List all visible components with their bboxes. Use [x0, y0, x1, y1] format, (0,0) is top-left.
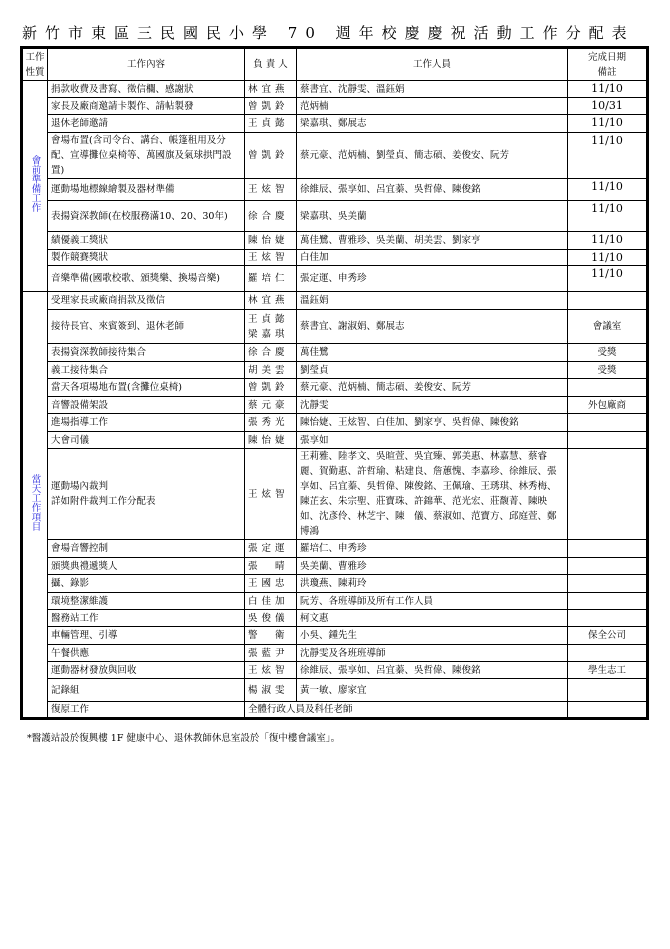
lead-cell: 楊淑雯: [245, 679, 297, 702]
date-note-cell: [568, 449, 648, 540]
table-row: [22, 449, 648, 540]
table-row: [22, 310, 648, 344]
date-note-cell: [568, 432, 648, 449]
task-cell: 音樂準備(國歌校歌、頒獎樂、換場音樂): [48, 266, 245, 292]
lead-cell: 曾凱鈴: [245, 379, 297, 397]
task-cell: 製作競賽獎狀: [48, 250, 245, 266]
date-note-cell: 11/10: [568, 201, 648, 232]
task-cell: 家長及廠商邀請卡製作、請帖製發: [48, 98, 245, 115]
lead-cell: 王國忠: [245, 575, 297, 593]
category-cell: 會前準備工作: [22, 81, 48, 292]
staff-cell: 蔡元豪、范炳楠、劉瑩貞、簡志碩、姜俊安、阮芳: [297, 133, 568, 179]
lead-cell: 白佳加: [245, 593, 297, 610]
date-note-cell: [568, 558, 648, 575]
date-note-cell: [568, 679, 648, 702]
table-row: [22, 662, 648, 679]
table-row: [22, 98, 648, 115]
header-staff: 工作人員: [297, 48, 568, 81]
task-cell: 會場音響控制: [48, 540, 245, 558]
staff-cell: 羅培仁、申秀珍: [297, 540, 568, 558]
staff-cell: 梁嘉琪、吳美蘭: [297, 201, 568, 232]
table-row: [22, 610, 648, 627]
lead-cell: 王炫智: [245, 250, 297, 266]
staff-cell: 萬佳鷺: [297, 344, 568, 362]
task-cell: 表揚資深教師接待集合: [48, 344, 245, 362]
task-cell: 接待長官、來賓簽到、退休老師: [48, 310, 245, 344]
lead-cell: 林宜燕: [245, 81, 297, 98]
task-cell: 當天各項場地布置(含攤位桌椅): [48, 379, 245, 397]
date-note-cell: 11/10: [568, 250, 648, 266]
date-note-cell: 會議室: [568, 310, 648, 344]
lead-cell: 王炫智: [245, 449, 297, 540]
staff-cell: 王莉雅、陸孝文、吳暄萱、吳宜臻、郭美惠、林嘉慧、蔡睿麗、賀勤惠、許哲瑜、粘建良、詹蕙愧、李嘉珍、徐維辰、張享如、呂宜蓁、吳哲偉、陳俊銘、王佩瑜、王琇琪、林秀梅、陳芷玄、朱宗聖、莊寶珠、許錦華、范光宏、莊馥菁、陳映如、沈彥伶、林芝宇、陳 儀、蔡淑如、范寶方、邱庭萱、鄭博鴻: [297, 449, 568, 540]
date-note-cell: [568, 540, 648, 558]
table-row: [22, 558, 648, 575]
lead-cell: 王炫智: [245, 179, 297, 201]
lead-cell: 吳俊儀: [245, 610, 297, 627]
lead-cell: 王貞懿: [245, 115, 297, 133]
task-cell: 攝、錄影: [48, 575, 245, 593]
category-cell: 當天工作項目: [22, 292, 48, 719]
lead-cell: 陳怡婕: [245, 232, 297, 250]
lead-cell: 陳怡婕: [245, 432, 297, 449]
date-note-cell: 11/10: [568, 179, 648, 201]
table-row: [22, 232, 648, 250]
table-row: [22, 250, 648, 266]
table-row: [22, 179, 648, 201]
staff-cell: 萬佳鷺、曹雅珍、吳美蘭、胡美雲、劉家亨: [297, 232, 568, 250]
task-cell: 運動場地標線繪製及器材準備: [48, 179, 245, 201]
task-cell: 捐款收費及書寫、徵信欄、感謝狀: [48, 81, 245, 98]
date-note-cell: 受獎: [568, 362, 648, 379]
table-row: [22, 627, 648, 645]
lead-cell: 胡美雲: [245, 362, 297, 379]
table-row: [22, 292, 648, 310]
task-cell: 運動場內裁判 詳如附件裁判工作分配表: [48, 449, 245, 540]
date-note-cell: 11/10: [568, 81, 648, 98]
date-note-cell: [568, 414, 648, 432]
lead-cell: 王炫智: [245, 662, 297, 679]
staff-cell: 沈靜雯及各班班導師: [297, 645, 568, 662]
task-cell: 進場指導工作: [48, 414, 245, 432]
staff-cell: 徐維辰、張享如、呂宜蓁、吳哲偉、陳俊銘: [297, 179, 568, 201]
content-wrapper: [20, 0, 646, 746]
lead-cell: 曾凱鈴: [245, 133, 297, 179]
staff-cell: 沈靜雯: [297, 397, 568, 414]
staff-cell: 洪瓊燕、陳莉玲: [297, 575, 568, 593]
staff-cell: 白佳加: [297, 250, 568, 266]
task-cell: 運動器材發放與回收: [48, 662, 245, 679]
task-cell: 績優義工獎狀: [48, 232, 245, 250]
staff-cell: 黃一敏、廖家宜: [297, 679, 568, 702]
lead-cell: 張 晴: [245, 558, 297, 575]
lead-cell: 羅培仁: [245, 266, 297, 292]
task-cell: 表揚資深教師(在校服務滿10、20、30年): [48, 201, 245, 232]
staff-cell: 溫鈺娟: [297, 292, 568, 310]
staff-cell: 小吳、鍾先生: [297, 627, 568, 645]
staff-cell: 蔡元豪、范炳楠、簡志碩、姜俊安、阮芳: [297, 379, 568, 397]
task-cell: 義工接待集合: [48, 362, 245, 379]
task-cell: 環境整潔維護: [48, 593, 245, 610]
task-cell: 醫務站工作: [48, 610, 245, 627]
table-row: [22, 575, 648, 593]
lead-cell: 曾凱鈴: [245, 98, 297, 115]
date-note-cell: [568, 645, 648, 662]
staff-cell: 全體行政人員及科任老師: [245, 702, 568, 719]
date-note-cell: 外包廠商: [568, 397, 648, 414]
date-note-cell: 保全公司: [568, 627, 648, 645]
date-note-cell: 受獎: [568, 344, 648, 362]
table-row: [22, 702, 648, 719]
date-note-cell: [568, 379, 648, 397]
task-cell: 大會司儀: [48, 432, 245, 449]
table-row: [22, 344, 648, 362]
table-row: [22, 81, 648, 98]
staff-cell: 徐維辰、張享如、呂宜蓁、吳哲偉、陳俊銘: [297, 662, 568, 679]
staff-cell: 阮芳、各班導師及所有工作人員: [297, 593, 568, 610]
table-row: [22, 362, 648, 379]
table-row: [22, 432, 648, 449]
staff-cell: 張定運、申秀珍: [297, 266, 568, 292]
task-cell: 記錄組: [48, 679, 245, 702]
date-note-cell: 學生志工: [568, 662, 648, 679]
lead-cell: 徐合慶: [245, 201, 297, 232]
lead-cell: 張藍尹: [245, 645, 297, 662]
footnote: *醫護站設於復興樓 1F 健康中心、退休教師休息室設於「復中樓會議室」。: [27, 733, 341, 744]
staff-cell: 范炳楠: [297, 98, 568, 115]
date-note-cell: 11/10: [568, 133, 648, 179]
document-title: 新竹市東區三民國民小學 70 週年校慶慶祝活動工作分配表: [22, 24, 635, 42]
date-note-cell: [568, 575, 648, 593]
task-cell: 復原工作: [48, 702, 245, 719]
task-cell: 午餐供應: [48, 645, 245, 662]
date-note-cell: 10/31: [568, 98, 648, 115]
header-lead: 負 責 人: [245, 48, 297, 81]
header-category: 工作性質: [22, 48, 48, 81]
table-row: [22, 645, 648, 662]
lead-cell: 徐合慶: [245, 344, 297, 362]
task-cell: 音響設備架設: [48, 397, 245, 414]
staff-cell: 蔡書宜、沈靜雯、溫鈺娟: [297, 81, 568, 98]
date-note-cell: [568, 702, 648, 719]
lead-cell: 張定運: [245, 540, 297, 558]
lead-cell: 警 衛: [245, 627, 297, 645]
date-note-cell: [568, 610, 648, 627]
staff-cell: 柯文惠: [297, 610, 568, 627]
staff-cell: 吳美蘭、曹雅珍: [297, 558, 568, 575]
table-row: [22, 397, 648, 414]
lead-cell: 王貞懿 梁嘉琪: [245, 310, 297, 344]
date-note-cell: 11/10: [568, 115, 648, 133]
table-row: [22, 414, 648, 432]
header-date: 完成日期 備註: [568, 48, 648, 81]
table-row: [22, 679, 648, 702]
table-row: [22, 133, 648, 179]
date-note-cell: [568, 593, 648, 610]
assignment-table: [20, 46, 649, 720]
lead-cell: 林宜燕: [245, 292, 297, 310]
table-row: [22, 540, 648, 558]
table-header-row: [22, 48, 648, 81]
date-note-cell: 11/10: [568, 266, 648, 292]
staff-cell: 張享如: [297, 432, 568, 449]
header-task: 工作內容: [48, 48, 245, 81]
staff-cell: 陳怡婕、王炫智、白佳加、劉家亨、吳哲偉、陳俊銘: [297, 414, 568, 432]
table-row: [22, 266, 648, 292]
table-row: [22, 115, 648, 133]
task-cell: 車輛管理、引導: [48, 627, 245, 645]
task-cell: 受理家長或廠商捐款及徵信: [48, 292, 245, 310]
date-note-cell: 11/10: [568, 232, 648, 250]
table-row: [22, 379, 648, 397]
date-note-cell: [568, 292, 648, 310]
lead-cell: 蔡元豪: [245, 397, 297, 414]
lead-cell: 張秀光: [245, 414, 297, 432]
table-row: [22, 593, 648, 610]
table-row: [22, 201, 648, 232]
task-cell: 退休老師邀請: [48, 115, 245, 133]
staff-cell: 梁嘉琪、鄭展志: [297, 115, 568, 133]
task-cell: 頒獎典禮遞獎人: [48, 558, 245, 575]
staff-cell: 蔡書宜、謝淑娟、鄭展志: [297, 310, 568, 344]
staff-cell: 劉瑩貞: [297, 362, 568, 379]
task-cell: 會場布置(含司令台、講台、帳篷租用及分配、宣導攤位桌椅等、萬國旗及氣球拱門設置): [48, 133, 245, 179]
